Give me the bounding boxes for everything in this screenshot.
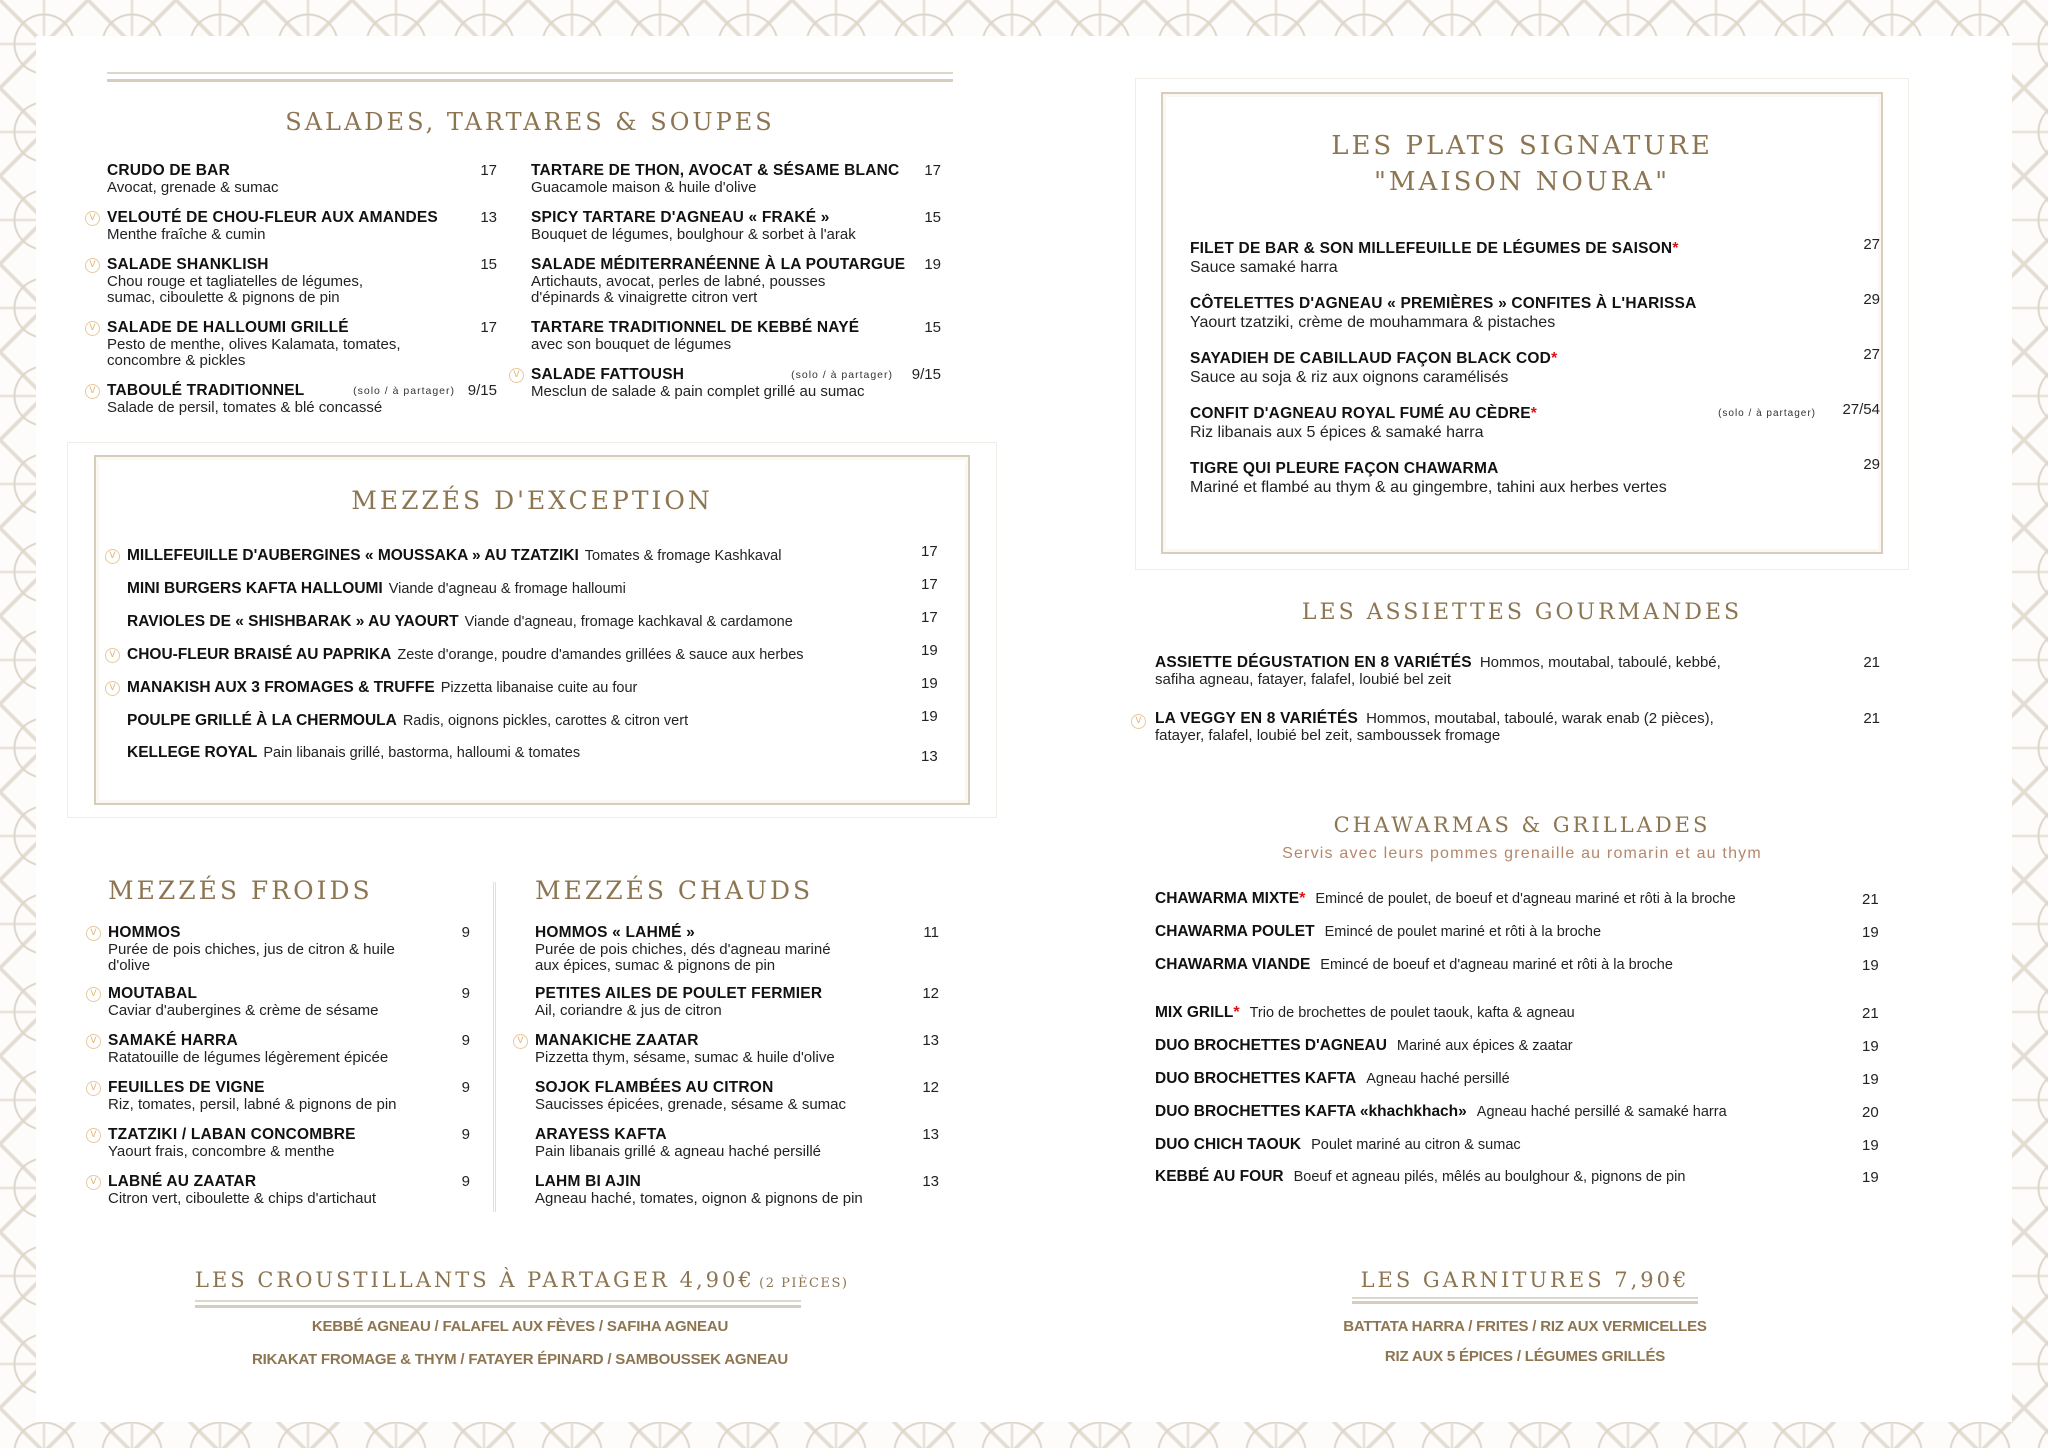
menu-item — [108, 1032, 470, 1066]
item-name: RAVIOLES DE « SHISHBARAK » AU YAOURT — [127, 613, 459, 630]
grill-item — [1155, 1168, 1685, 1186]
item-price: 19 — [921, 708, 938, 725]
item-description: Viande d'agneau, fromage kachkaval & cardamone — [464, 614, 793, 630]
signature-item — [1190, 401, 1880, 441]
chef-star-marker: * — [1551, 350, 1558, 367]
item-name: KEBBÉ AU FOUR — [1155, 1168, 1284, 1185]
garnitures-rule — [1352, 1297, 1698, 1304]
item-price: 19 — [1862, 924, 1879, 941]
vegetarian-icon: V — [513, 1034, 528, 1049]
item-price: 11 — [923, 924, 939, 941]
item-name: DUO BROCHETTES KAFTA — [1155, 1070, 1357, 1087]
item-name: MOUTABAL — [108, 985, 198, 1002]
item-price: 13 — [480, 209, 497, 226]
item-name: ARAYESS KAFTA — [535, 1126, 667, 1143]
item-description: Pesto de menthe, olives Kalamata, tomates, — [107, 336, 401, 353]
croustillants-header — [195, 1268, 849, 1292]
item-name: SALADE FATTOUSH — [531, 366, 685, 383]
vegetarian-icon: V — [105, 681, 120, 696]
item-name-wrap — [1190, 295, 1880, 313]
grill-item — [1155, 1136, 1521, 1154]
item-name: FEUILLES DE VIGNE — [108, 1079, 265, 1096]
item-price: 12 — [922, 985, 939, 1002]
section-title-salades: SALADES, TARTARES & SOUPES — [285, 108, 775, 136]
item-name: TIGRE QUI PLEURE FAÇON CHAWARMA — [1190, 460, 1499, 477]
item-portion-note: (solo / à partager) — [791, 369, 893, 381]
item-price: 15 — [924, 209, 941, 226]
vegetarian-icon: V — [105, 549, 120, 564]
menu-item — [107, 319, 497, 369]
signature-item — [1190, 456, 1880, 496]
item-price: 19 — [1862, 1169, 1879, 1186]
item-description: Riz libanais aux 5 épices & samaké harra — [1190, 424, 1484, 441]
item-price: 9 — [461, 1173, 470, 1190]
item-price: 9/15 — [467, 382, 497, 399]
section-title-chauds: MEZZÉS CHAUDS — [535, 876, 814, 905]
item-name: LA VEGGY EN 8 VARIÉTÉS — [1155, 710, 1359, 727]
item-price: 21 — [1862, 1005, 1879, 1022]
item-description: Agneau haché, tomates, oignon & pignons de pin — [535, 1190, 863, 1207]
item-description: concombre & pickles — [107, 352, 246, 369]
item-name: TABOULÉ TRADITIONNEL — [107, 382, 305, 399]
grill-item — [1155, 1037, 1573, 1055]
item-description: Salade de persil, tomates & blé concassé — [107, 399, 383, 416]
item-name: POULPE GRILLÉ À LA CHERMOULA — [127, 712, 397, 729]
item-description: Artichauts, avocat, perles de labné, pousses — [531, 273, 826, 290]
item-description: Pizzetta thym, sésame, sumac & huile d'olive — [535, 1049, 835, 1066]
item-price: 20 — [1862, 1104, 1879, 1121]
menu-item — [535, 1032, 939, 1066]
item-name: CRUDO DE BAR — [107, 162, 230, 179]
menu-item — [127, 646, 804, 664]
croustillants-pieces: (2 PIÈCES) — [759, 1276, 849, 1291]
item-price: 27/54 — [1842, 401, 1880, 418]
item-name: TARTARE TRADITIONNEL DE KEBBÉ NAYÉ — [531, 319, 860, 336]
item-description: Riz, tomates, persil, labné & pignons de pin — [108, 1096, 397, 1113]
item-description: Caviar d'aubergines & crème de sésame — [108, 1002, 379, 1019]
item-name: MIX GRILL — [1155, 1004, 1234, 1021]
grill-item — [1155, 1070, 1510, 1088]
vegetarian-icon: V — [86, 1081, 101, 1096]
item-description: Hommos, moutabal, taboulé, warak enab (2 pièces), — [1366, 710, 1714, 727]
item-name: ASSIETTE DÉGUSTATION EN 8 VARIÉTÉS — [1155, 654, 1472, 671]
item-name: VELOUTÉ DE CHOU-FLEUR AUX AMANDES — [107, 209, 438, 226]
grill-item — [1155, 1103, 1727, 1121]
item-description: Boeuf et agneau pilés, mêlés au boulghour &, pignons de pin — [1293, 1169, 1686, 1185]
item-line-1 — [1155, 654, 1880, 672]
chef-star-marker: * — [1530, 405, 1538, 422]
item-name: MANAKICHE ZAATAR — [535, 1032, 699, 1049]
menu-item — [107, 209, 497, 243]
croustillants-line-2: RIKAKAT FROMAGE & THYM / FATAYER ÉPINARD / SAMBOUSSEK AGNEAU — [251, 1351, 789, 1368]
menu-item — [107, 256, 497, 306]
item-price: 15 — [924, 319, 941, 336]
item-name: TARTARE DE THON, AVOCAT & SÉSAME BLANC — [531, 162, 900, 179]
item-price: 27 — [1863, 236, 1880, 253]
item-description: sumac, ciboulette & pignons de pin — [107, 289, 340, 306]
menu-item — [127, 613, 793, 631]
item-description: Mariné et flambé au thym & au gingembre, tahini aux herbes vertes — [1190, 479, 1667, 496]
column-divider — [493, 882, 496, 1212]
vegetarian-icon: V — [86, 926, 101, 941]
item-description: Menthe fraîche & cumin — [107, 226, 266, 243]
menu-item — [535, 1079, 939, 1113]
item-description: d'épinards & vinaigrette citron vert — [531, 289, 758, 306]
menu-item — [531, 162, 941, 196]
item-description: Pain libanais grillé & agneau haché persillé — [535, 1143, 822, 1160]
item-price: 19 — [1862, 957, 1879, 974]
item-name: MANAKISH AUX 3 FROMAGES & TRUFFE — [127, 679, 435, 696]
menu-item — [108, 985, 470, 1019]
item-price: 13 — [922, 1032, 939, 1049]
item-description: Zeste d'orange, poudre d'amandes grillées & sauce aux herbes — [397, 647, 804, 663]
vegetarian-icon: V — [86, 1175, 101, 1190]
item-description: Yaourt frais, concombre & menthe — [108, 1143, 335, 1160]
item-name: CHAWARMA POULET — [1155, 923, 1315, 940]
item-name: TZATZIKI / LABAN CONCOMBRE — [108, 1126, 356, 1143]
item-price: 13 — [921, 748, 938, 765]
item-price: 13 — [922, 1173, 939, 1190]
item-name: HOMMOS « LAHMÉ » — [535, 924, 695, 941]
menu-item — [127, 547, 781, 565]
menu-item — [108, 924, 470, 974]
menu-item — [127, 744, 580, 762]
item-name: SAMAKÉ HARRA — [108, 1032, 238, 1049]
item-description-cont: fatayer, falafel, loubié bel zeit, samboussek fromage — [1155, 727, 1501, 744]
vegetarian-icon: V — [86, 987, 101, 1002]
item-price: 19 — [1862, 1038, 1879, 1055]
top-double-rule — [107, 72, 953, 82]
item-name: SAYADIEH DE CABILLAUD FAÇON BLACK COD — [1190, 350, 1552, 367]
menu-item — [535, 1173, 939, 1207]
item-price: 19 — [1862, 1071, 1879, 1088]
signature-title-line-1: LES PLATS SIGNATURE — [1331, 131, 1713, 161]
chawarmas-subtitle: Servis avec leurs pommes grenaille au romarin et au thym — [1282, 845, 1762, 862]
vegetarian-icon: V — [86, 1034, 101, 1049]
item-description: Ail, coriandre & jus de citron — [535, 1002, 722, 1019]
item-description: Poulet mariné au citron & sumac — [1311, 1137, 1521, 1153]
menu-item — [127, 580, 626, 598]
menu-item — [531, 209, 941, 243]
section-title-croustillants: LES CROUSTILLANTS À PARTAGER 4,90€ — [195, 1268, 755, 1292]
item-portion-note: (solo / à partager) — [353, 385, 455, 397]
menu-item — [127, 679, 637, 697]
item-description: avec son bouquet de légumes — [531, 336, 732, 353]
item-name: DUO CHICH TAOUK — [1155, 1136, 1302, 1153]
item-price: 17 — [924, 162, 941, 179]
item-description: Viande d'agneau & fromage halloumi — [388, 581, 626, 597]
item-price: 29 — [1863, 291, 1880, 308]
chef-star-marker: * — [1233, 1004, 1240, 1021]
croustillants-line-1: KEBBÉ AGNEAU / FALAFEL AUX FÈVES / SAFIHA AGNEAU — [311, 1318, 729, 1335]
item-name: LAHM BI AJIN — [535, 1173, 642, 1190]
item-price: 17 — [921, 576, 938, 593]
chef-star-marker: * — [1672, 240, 1679, 257]
item-description: d'olive — [108, 957, 151, 974]
item-description: Pain libanais grillé, bastorma, halloumi & tomates — [263, 745, 581, 761]
garnitures-line-1: BATTATA HARRA / FRITES / RIZ AUX VERMICELLES — [1343, 1318, 1707, 1335]
item-name: DUO BROCHETTES KAFTA «khachkhach» — [1155, 1103, 1467, 1120]
item-price: 21 — [1863, 654, 1880, 671]
item-description: Mesclun de salade & pain complet grillé au sumac — [531, 383, 865, 400]
item-name: FILET DE BAR & SON MILLEFEUILLE DE LÉGUMES DE SAISON — [1190, 240, 1673, 257]
item-description: Yaourt tzatziki, crème de mouhammara & pistaches — [1190, 314, 1556, 331]
item-name: SOJOK FLAMBÉES AU CITRON — [535, 1079, 774, 1096]
vegetarian-icon: V — [85, 384, 100, 399]
grill-item — [1155, 923, 1601, 941]
vegetarian-icon: V — [85, 321, 100, 336]
item-description: Emincé de poulet mariné et rôti à la broche — [1324, 924, 1602, 940]
item-description: Avocat, grenade & sumac — [107, 179, 279, 196]
item-description: Citron vert, ciboulette & chips d'artichaut — [108, 1190, 376, 1207]
item-price: 27 — [1863, 346, 1880, 363]
item-description: Mariné aux épices & zaatar — [1396, 1038, 1573, 1054]
vegetarian-icon: V — [509, 368, 524, 383]
vegetarian-icon: V — [86, 1128, 101, 1143]
item-description: Sauce samaké harra — [1190, 259, 1338, 276]
garnitures-line-2: RIZ AUX 5 ÉPICES / LÉGUMES GRILLÉS — [1384, 1348, 1666, 1365]
signature-title-line-2: "MAISON NOURA" — [1373, 167, 1671, 197]
vegetarian-icon: V — [105, 648, 120, 663]
section-title-garnitures: LES GARNITURES 7,90€ — [1360, 1268, 1690, 1292]
vegetarian-icon: V — [1131, 714, 1146, 729]
section-title-exception: MEZZÉS D'EXCEPTION — [351, 486, 713, 515]
item-description: Emincé de boeuf et d'agneau mariné et rôti à la broche — [1320, 957, 1673, 973]
item-price: 17 — [921, 609, 938, 626]
item-name: CONFIT D'AGNEAU ROYAL FUMÉ AU CÈDRE — [1190, 405, 1531, 422]
item-description: Hommos, moutabal, taboulé, kebbé, — [1479, 654, 1721, 671]
vegetarian-icon: V — [85, 258, 100, 273]
item-name: LABNÉ AU ZAATAR — [108, 1173, 257, 1190]
item-description: Guacamole maison & huile d'olive — [531, 179, 757, 196]
item-description: Sauce au soja & riz aux oignons caramélisés — [1190, 369, 1509, 386]
item-price: 17 — [480, 319, 497, 336]
item-name-wrap — [1190, 240, 1880, 258]
section-title-chawarmas: CHAWARMAS & GRILLADES — [1333, 813, 1711, 837]
menu-item — [107, 382, 497, 416]
item-description-cont: safiha agneau, fatayer, falafel, loubié bel zeit — [1155, 671, 1452, 688]
item-name: MILLEFEUILLE D'AUBERGINES « MOUSSAKA » AU TZATZIKI — [127, 547, 579, 564]
item-name: CHAWARMA VIANDE — [1155, 956, 1311, 973]
item-name: DUO BROCHETTES D'AGNEAU — [1155, 1037, 1387, 1054]
item-description: Tomates & fromage Kashkaval — [584, 548, 782, 564]
item-name: SALADE SHANKLISH — [107, 256, 269, 273]
item-name: SALADE MÉDITERRANÉENNE À LA POUTARGUE — [531, 256, 906, 273]
item-description: Agneau haché persillé & samaké harra — [1476, 1104, 1727, 1120]
menu-item — [535, 924, 939, 974]
item-description: Chou rouge et tagliatelles de légumes, — [107, 273, 363, 290]
item-price: 19 — [921, 642, 938, 659]
grill-item — [1155, 890, 1736, 908]
item-price: 21 — [1863, 710, 1880, 727]
item-price: 9 — [461, 924, 470, 941]
item-name-wrap — [1190, 350, 1880, 368]
item-price: 29 — [1863, 456, 1880, 473]
item-price: 17 — [921, 543, 938, 560]
item-name-wrap — [1190, 460, 1880, 478]
item-price: 9 — [461, 1032, 470, 1049]
item-description: Pizzetta libanaise cuite au four — [440, 680, 638, 696]
item-price: 9 — [461, 1126, 470, 1143]
item-description: Ratatouille de légumes légèrement épicée — [108, 1049, 389, 1066]
item-name: CHOU-FLEUR BRAISÉ AU PAPRIKA — [127, 646, 392, 663]
item-name: SPICY TARTARE D'AGNEAU « FRAKÉ » — [531, 209, 830, 226]
item-price: 9/15 — [911, 366, 941, 383]
menu-item — [107, 162, 497, 196]
chef-star-marker: * — [1299, 890, 1306, 907]
assiette-item — [1155, 654, 1880, 688]
signature-item — [1190, 236, 1880, 276]
section-title-froids: MEZZÉS FROIDS — [108, 876, 373, 905]
signature-item — [1190, 291, 1880, 331]
item-description: aux épices, sumac & pignons de pin — [535, 957, 776, 974]
vegetarian-icon: V — [85, 211, 100, 226]
menu-item — [531, 319, 941, 353]
item-description: Emincé de poulet, de boeuf et d'agneau mariné et rôti à la broche — [1315, 891, 1736, 907]
section-title-assiettes: LES ASSIETTES GOURMANDES — [1301, 600, 1743, 625]
item-name: MINI BURGERS KAFTA HALLOUMI — [127, 580, 383, 597]
item-price: 9 — [461, 985, 470, 1002]
section-title-signature — [1161, 128, 1883, 200]
item-price: 15 — [480, 256, 497, 273]
menu-item — [531, 366, 941, 400]
grill-item — [1155, 1004, 1575, 1022]
item-name: SALADE DE HALLOUMI GRILLÉ — [107, 319, 349, 336]
item-price: 19 — [924, 256, 941, 273]
item-price: 19 — [921, 675, 938, 692]
item-price: 19 — [1862, 1137, 1879, 1154]
item-name: KELLEGE ROYAL — [127, 744, 258, 761]
menu-item — [108, 1079, 470, 1113]
item-price: 21 — [1862, 891, 1879, 908]
item-name: CHAWARMA MIXTE — [1155, 890, 1300, 907]
item-name: PETITES AILES DE POULET FERMIER — [535, 985, 823, 1002]
item-price: 9 — [461, 1079, 470, 1096]
item-description: Bouquet de légumes, boulghour & sorbet à l'arak — [531, 226, 856, 243]
menu-item — [531, 256, 941, 306]
item-description: Saucisses épicées, grenade, sésame & sumac — [535, 1096, 846, 1113]
item-description: Radis, oignons pickles, carottes & citron vert — [402, 713, 689, 729]
grill-item — [1155, 956, 1673, 974]
item-line-1 — [1155, 710, 1880, 728]
assiette-item — [1155, 710, 1880, 744]
item-description: Trio de brochettes de poulet taouk, kafta & agneau — [1249, 1005, 1575, 1021]
item-description: Purée de pois chiches, dés d'agneau mariné — [535, 941, 831, 958]
item-description: Agneau haché persillé — [1366, 1071, 1510, 1087]
menu-item — [127, 712, 688, 730]
menu-item — [108, 1173, 470, 1207]
item-price: 17 — [480, 162, 497, 179]
menu-item — [108, 1126, 470, 1160]
croustillants-rule — [195, 1300, 801, 1308]
item-price: 12 — [922, 1079, 939, 1096]
item-description: Purée de pois chiches, jus de citron & huile — [108, 941, 395, 958]
item-name: HOMMOS — [108, 924, 181, 941]
menu-item — [535, 1126, 939, 1160]
item-portion-note: (solo / à partager) — [1718, 408, 1816, 419]
item-name: CÔTELETTES D'AGNEAU « PREMIÈRES » CONFITES À L'HARISSA — [1190, 295, 1697, 312]
signature-item — [1190, 346, 1880, 386]
item-price: 13 — [922, 1126, 939, 1143]
menu-item — [535, 985, 939, 1019]
